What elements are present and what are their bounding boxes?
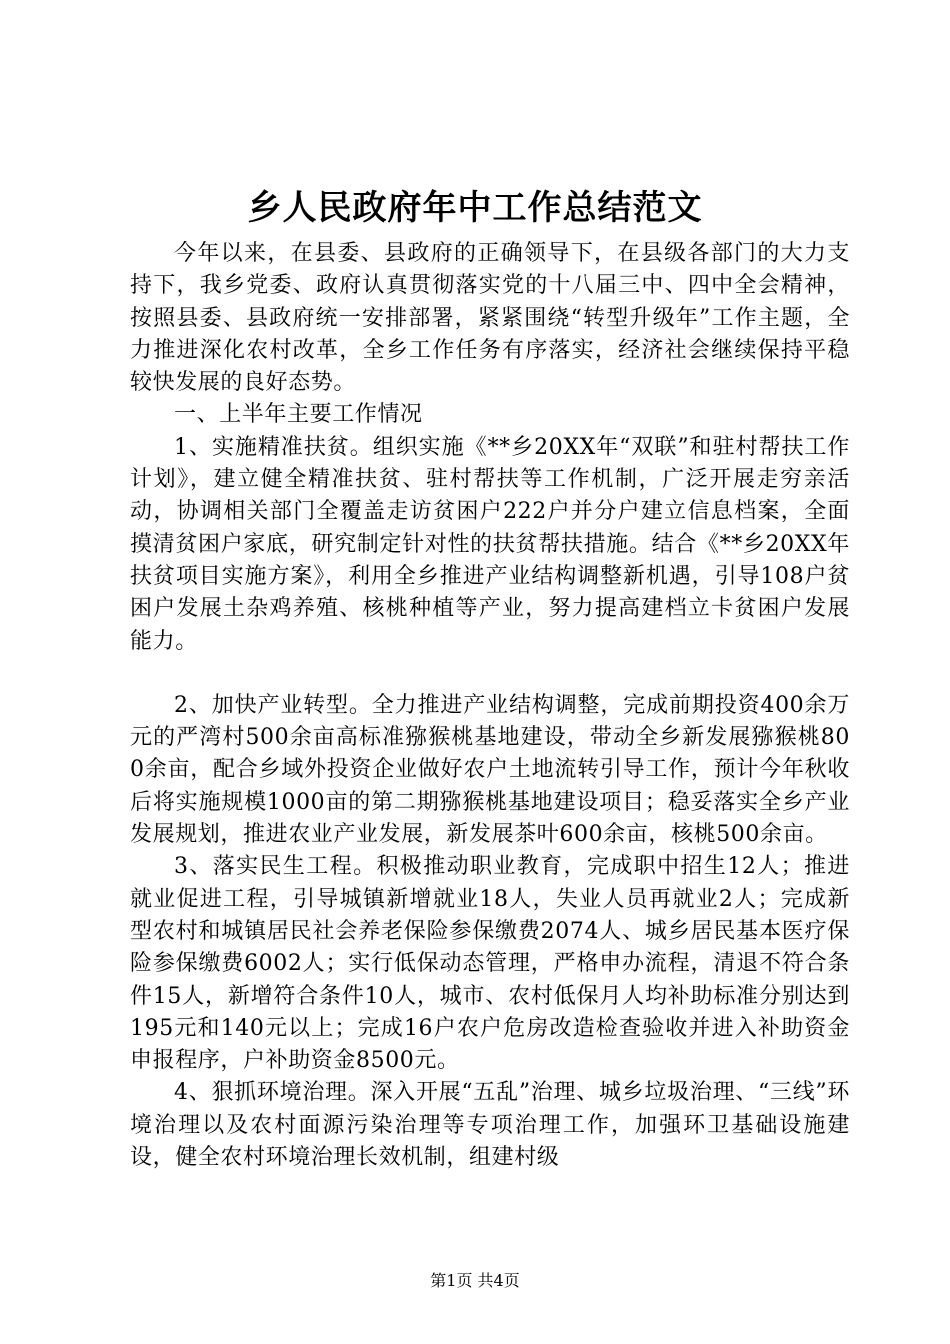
document-title: 乡人民政府年中工作总结范文	[247, 188, 703, 228]
paragraph-item-4: 4、狠抓环境治理。深入开展“五乱”治理、城乡垃圾治理、“三线”环境治理以及农村面源污染治理等专项治理工作，加强环卫基础设施建设，健全农村环境治理长效机制，组建村级	[130, 1080, 850, 1171]
page-footer: 第1页 共4页	[430, 1271, 520, 1290]
document-body	[130, 238, 850, 1174]
paragraph-item-3: 3、落实民生工程。积极推动职业教育，完成职中招生12人；推进就业促进工程，引导城镇新增就业18人，失业人员再就业2人；完成新型农村和城镇居民社会养老保险参保缴费2074人、城乡居民基本医疗保险参保缴费6002人；实行低保动态管理，严格申办流程，清退不符合条件15人，新增符合条件10人，城市、农村低保月人均补助标准分别达到195元和140元以上；完成16户农户危房改造检查验收并进入补助资金申报程序，户补助资金8500元。	[130, 854, 850, 1074]
section-heading: 一、上半年主要工作情况	[174, 402, 423, 428]
paragraph-item-1: 1、实施精准扶贫。组织实施《**乡20XX年“双联”和驻村帮扶工作计划》，建立健全精准扶贫、驻村帮扶等工作机制，广泛开展走穷亲活动，协调相关部门全覆盖走访贫困户222户并分户建立信息档案，全面摸清贫困户家底，研究制定针对性的扶贫帮扶措施。结合《**乡20XX年扶贫项目实施方案》，利用全乡推进产业结构调整新机遇，引导108户贫困户发展土杂鸡养殖、核桃种植等产业，努力提高建档立卡贫困户发展能力。	[130, 434, 850, 654]
paragraph-intro: 今年以来，在县委、县政府的正确领导下，在县级各部门的大力支持下，我乡党委、政府认真贯彻落实党的十八届三中、四中全会精神，按照县委、县政府统一安排部署，紧紧围绕“转型升级年”工作主题，全力推进深化农村改革，全乡工作任务有序落实，经济社会继续保持平稳较快发展的良好态势。	[130, 241, 850, 396]
paragraph-item-2: 2、加快产业转型。全力推进产业结构调整，完成前期投资400余万元的严湾村500余亩高标准猕猴桃基地建设，带动全乡新发展猕猴桃800余亩，配合乡域外投资企业做好农户土地流转引导工作，预计今年秋收后将实施规模1000亩的第二期猕猴桃基地建设项目；稳妥落实全乡产业发展规划，推进农业产业发展，新发展茶叶600余亩，核桃500余亩。	[130, 692, 850, 848]
